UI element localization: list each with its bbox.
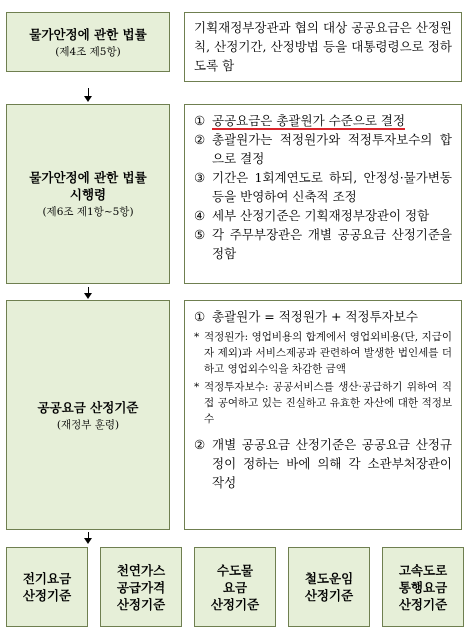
law-box — [6, 12, 170, 72]
standard-subtitle: (재정부 훈령) — [56, 418, 120, 431]
bottom-box-water — [194, 547, 276, 627]
law-subtitle: (제4조 제5항) — [55, 45, 121, 58]
bottom-label-water: 수도물 요금 산정기준 — [210, 562, 260, 612]
standard-note-1-text: 적정원가: 영업비용의 합계에서 영업외비용(단, 지급이자 제외)과 서비스제공과 관련하여 발생한 법인세를 더하고 영업외수익을 차감한 금액 — [204, 331, 452, 375]
decree-item-1: ① 공공요금은 총괄원가 수준으로 결정 — [194, 113, 406, 128]
bottom-label-highway: 고속도로 통행요금 산정기준 — [398, 562, 448, 612]
law-title: 물가안정에 관한 법률 — [29, 26, 147, 42]
down-arrow-1 — [82, 88, 94, 102]
decree-item-4: ④ 세부 산정기준은 기획재정부장관이 정함 — [194, 206, 452, 225]
decree-item-2-text: 총괄원가는 적정원가와 적정투자보수의 합으로 결정 — [212, 132, 452, 166]
down-arrow-2 — [82, 287, 94, 299]
standard-item-1: ① 총괄원가 = 적정원가 + 적정투자보수 — [194, 307, 452, 326]
decree-item-3: ③ 기간은 1회계연도로 하되, 안정성·물가변동 등을 반영하여 신축적 조정 — [194, 170, 452, 204]
law-content-box — [184, 12, 462, 82]
decree-item-5-text: 각 주무부장관은 개별 공공요금 산정기준을 정함 — [212, 227, 452, 261]
bottom-label-electricity: 전기요금 산정기준 — [22, 571, 72, 603]
standard-note-2: * 적정투자보수: 공공서비스를 생산·공급하기 위하여 직접 공여하고 있는 진실하고 유효한 자산에 대한 적정보수 — [194, 381, 452, 425]
standard-item-2-text: 개별 공공요금 산정기준은 공공요금 산정규정이 정하는 바에 의해 각 소관부처장관이 작성 — [212, 437, 452, 490]
bottom-box-electricity — [6, 547, 88, 627]
law-content-text: 기획재정부장관과 협의 대상 공공요금은 산정원칙, 산정기간, 산정방법 등을 대통령령으로 정하도록 함 — [194, 20, 452, 73]
decree-item-5: ⑤ 각 주무부장관은 개별 공공요금 산정기준을 정함 — [194, 227, 452, 261]
standard-item-2: ② 개별 공공요금 산정기준은 공공요금 산정규정이 정하는 바에 의해 각 소관부처장관이 작성 — [194, 437, 452, 490]
down-arrow-3 — [82, 532, 94, 544]
bottom-label-railway: 철도운임 산정기준 — [304, 571, 354, 603]
decree-content-box — [184, 104, 462, 284]
standard-note-2-text: 적정투자보수: 공공서비스를 생산·공급하기 위하여 직접 공여하고 있는 진실하고 유효한 자산에 대한 적정보수 — [204, 381, 452, 425]
bottom-label-natural-gas: 천연가스 공급가격 산정기준 — [116, 562, 166, 612]
standard-box — [6, 300, 170, 530]
decree-subtitle: (제6조 제1항~5항) — [42, 206, 134, 218]
standard-title: 공공요금 산정기준 — [37, 399, 139, 415]
standard-item-1-text: 총괄원가 = 적정원가 + 적정투자보수 — [212, 309, 418, 324]
standard-note-1: * 적정원가: 영업비용의 합계에서 영업외비용(단, 지급이자 제외)과 서비스제공과 관련하여 발생한 법인세를 더하고 영업외수익을 차감한 금액 — [194, 331, 452, 375]
decree-item-4-text: 세부 산정기준은 기획재정부장관이 정함 — [212, 208, 430, 223]
decree-item-1-text: 공공요금은 총괄원가 수준으로 결정 — [212, 113, 406, 128]
decree-item-3-text: 기간은 1회계연도로 하되, 안정성·물가변동 등을 반영하여 신축적 조정 — [212, 170, 452, 204]
bottom-box-railway — [288, 547, 370, 627]
bottom-box-natural-gas — [100, 547, 182, 627]
bottom-box-highway — [382, 547, 464, 627]
decree-box — [6, 104, 170, 284]
decree-item-2: ② 총괄원가는 적정원가와 적정투자보수의 합으로 결정 — [194, 132, 452, 166]
standard-content-box — [184, 300, 462, 530]
decree-title: 물가안정에 관한 법률 시행령 — [29, 170, 147, 202]
